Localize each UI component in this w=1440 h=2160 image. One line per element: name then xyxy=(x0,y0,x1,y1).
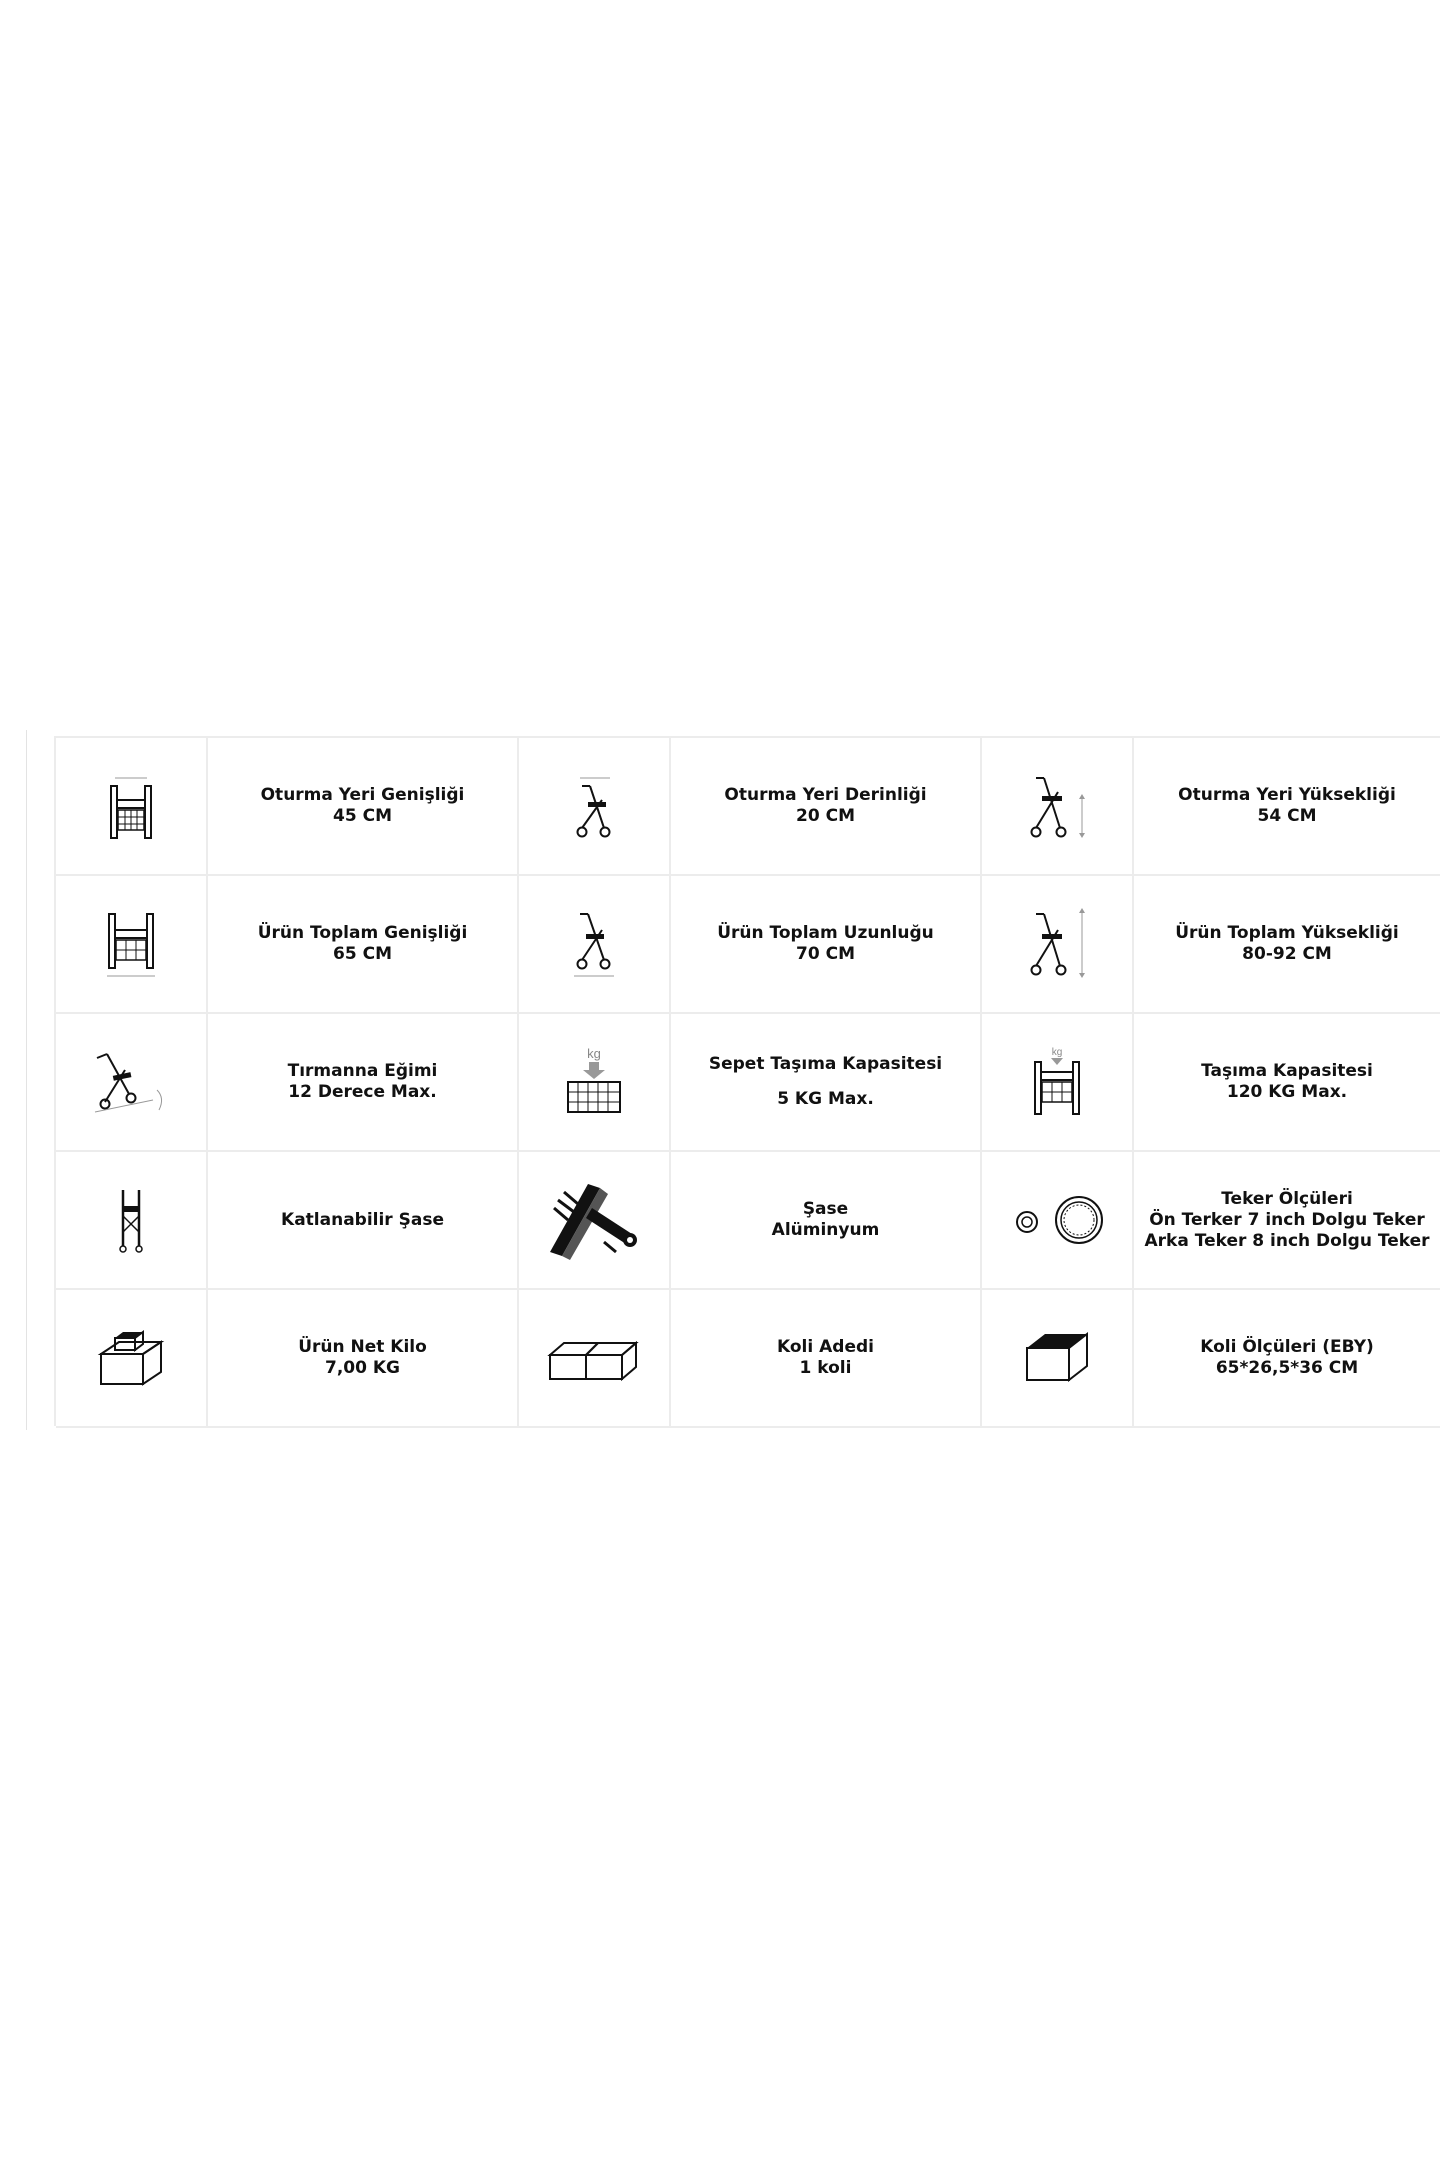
spec-value: 65 CM xyxy=(333,944,392,964)
spec-value: 20 CM xyxy=(796,806,855,826)
spec-value: 12 Derece Max. xyxy=(288,1082,437,1102)
walker-front-total-width-icon xyxy=(101,908,161,980)
spec-title: Taşıma Kapasitesi xyxy=(1201,1061,1373,1081)
walker-front-width-icon xyxy=(101,770,161,842)
spec-item-load-capacity xyxy=(1134,1014,1440,1152)
spec-title: Koli Adedi xyxy=(777,1337,874,1357)
walker-side-depth-icon xyxy=(564,770,624,842)
spec-icon-cell xyxy=(56,876,208,1014)
spec-title: Ürün Toplam Uzunluğu xyxy=(717,923,934,943)
spec-value: 7,00 KG xyxy=(325,1358,400,1378)
spec-value: 120 KG Max. xyxy=(1226,1082,1348,1102)
spec-title: Oturma Yeri Yüksekliği xyxy=(1178,785,1396,805)
kg-label: kg xyxy=(1051,1047,1063,1058)
two-boxes-icon xyxy=(546,1333,642,1383)
spec-icon-cell xyxy=(56,1014,208,1152)
spec-item-box-dimensions xyxy=(1134,1290,1440,1428)
spec-item-box-count xyxy=(671,1290,982,1428)
spec-title: Şase xyxy=(802,1199,849,1219)
walker-slope-icon xyxy=(91,1046,171,1118)
spec-icon-cell xyxy=(519,1290,671,1428)
kg-label: kg xyxy=(587,1046,601,1061)
spec-value: Ön Terker 7 inch Dolgu Teker xyxy=(1149,1209,1425,1230)
spec-icon-cell xyxy=(982,1290,1134,1428)
spec-item-total-height xyxy=(1134,876,1440,1014)
spec-item-seat-depth xyxy=(671,738,982,876)
spec-icon-cell xyxy=(519,738,671,876)
left-divider xyxy=(26,730,27,1430)
spec-title: Ürün Toplam Genişliği xyxy=(257,923,468,943)
spec-item-net-weight xyxy=(208,1290,519,1428)
walker-side-total-length-icon xyxy=(564,908,624,980)
spec-title: Ürün Net Kilo xyxy=(298,1337,427,1357)
walker-side-height-icon xyxy=(1022,770,1092,842)
spec-title: Tırmanna Eğimi xyxy=(287,1061,438,1081)
spec-icon-cell xyxy=(56,1290,208,1428)
spec-icon-cell xyxy=(982,1014,1134,1152)
spec-title: Ürün Toplam Yüksekliği xyxy=(1175,923,1399,943)
walker-weight-icon xyxy=(1027,1046,1087,1118)
spec-title: Teker Ölçüleri xyxy=(1221,1188,1353,1209)
spec-value: Alüminyum xyxy=(771,1220,880,1240)
spec-icon-cell xyxy=(56,738,208,876)
spec-item-slope xyxy=(208,1014,519,1152)
spec-item-total-width xyxy=(208,876,519,1014)
spec-item-foldable xyxy=(208,1152,519,1290)
spec-value: 54 CM xyxy=(1257,806,1317,826)
aluminium-profile-icon xyxy=(546,1180,642,1260)
spec-value: 65*26,5*36 CM xyxy=(1215,1358,1359,1378)
spec-title: Oturma Yeri Derinliği xyxy=(724,785,927,805)
wheels-icon xyxy=(1009,1190,1105,1250)
walker-side-total-height-icon xyxy=(1022,908,1092,980)
spec-item-seat-width xyxy=(208,738,519,876)
spec-value: 45 CM xyxy=(333,806,392,826)
folded-walker-icon xyxy=(111,1184,151,1256)
spec-value: 80-92 CM xyxy=(1242,944,1332,964)
basket-weight-icon xyxy=(562,1046,626,1118)
spec-title: Sepet Taşıma Kapasitesi xyxy=(708,1054,943,1074)
spec-item-basket-capacity xyxy=(671,1014,982,1152)
spec-value: Arka Teker 8 inch Dolgu Teker xyxy=(1144,1230,1430,1251)
spec-item-frame-material xyxy=(671,1152,982,1290)
spec-icon-cell xyxy=(982,738,1134,876)
spec-value: 1 koli xyxy=(799,1358,852,1378)
spec-table xyxy=(54,736,1440,1426)
spec-value: 70 CM xyxy=(796,944,855,964)
spec-item-wheel-sizes xyxy=(1134,1152,1440,1290)
spec-icon-cell xyxy=(519,1014,671,1152)
spec-icon-cell xyxy=(519,1152,671,1290)
spec-title: Katlanabilir Şase xyxy=(281,1209,444,1230)
spec-item-seat-height xyxy=(1134,738,1440,876)
spec-icon-cell xyxy=(56,1152,208,1290)
spec-item-total-length xyxy=(671,876,982,1014)
dark-box-icon xyxy=(1023,1330,1091,1386)
spec-icon-cell xyxy=(982,1152,1134,1290)
product-box-icon xyxy=(97,1328,165,1388)
spec-title: Oturma Yeri Genişliği xyxy=(260,785,465,805)
spec-title: Koli Ölçüleri (EBY) xyxy=(1200,1337,1374,1357)
spec-icon-cell xyxy=(519,876,671,1014)
spec-icon-cell xyxy=(982,876,1134,1014)
spec-value: 5 KG Max. xyxy=(777,1089,874,1109)
